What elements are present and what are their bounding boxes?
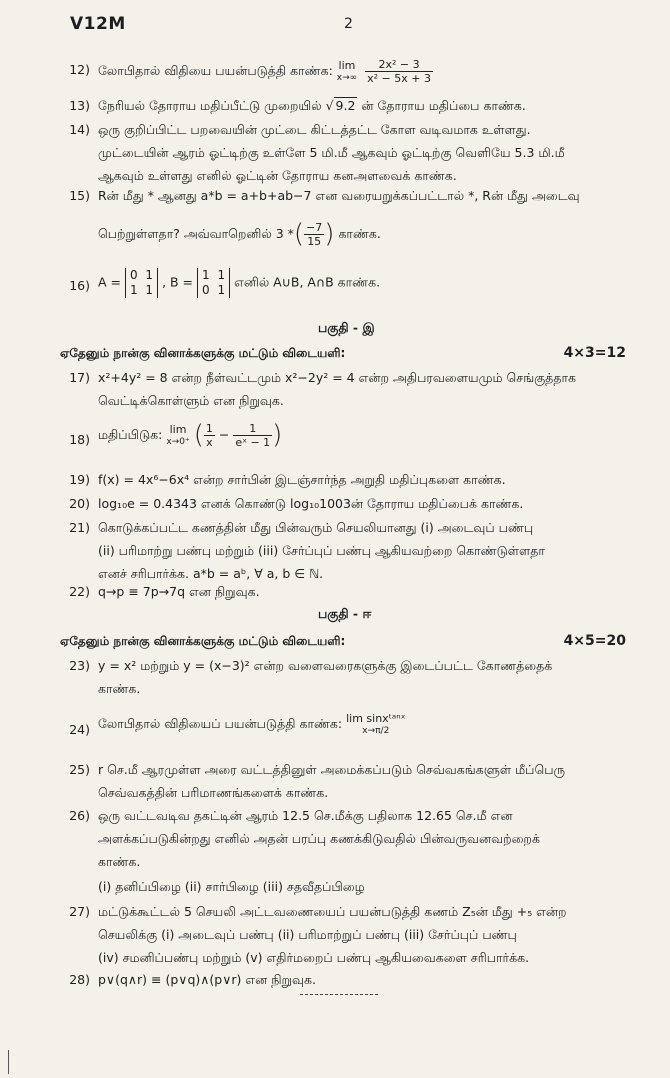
matrix-b: 1 1 0 1	[197, 268, 230, 298]
question-12	[60, 58, 640, 88]
question-16: 16) A = 0 1 1 1 , B = 1 1 0 1 எனில் A∪B, A∩B காண்க.	[69, 268, 381, 297]
question-26: 26) ஒரு வட்டவடிவ தகட்டின் ஆரம் 12.5 செ.மீக்கு பதிலாக 12.65 செ.மீ என அளக்கப்படுகின்றது எனில் அதன் பரப்பு கணக்கிடுவதில் பின்வருவனவற்றைக் காண்க. (i) தனிப்பிழை (ii) சார்பிழை (iii) சதவீதப்பிழை	[69, 808, 540, 894]
question-27: 27) மட்டுக்கூட்டல் 5 செயலி அட்டவணையைப் பயன்படுத்தி கணம் Z₅ன் மீது +₅ என்ற செயலிக்கு (i) அடைவுப் பண்பு (ii) பரிமாற்றுப் பண்பு (iii) சேர்ப்புப் பண்பு (iv) சமனிப்பண்பு மற்றும் (v) எதிர்மறைப் பண்பு ஆகியவைகளை சரிபார்க்க.	[69, 904, 567, 965]
limit: lim x→∞	[336, 58, 358, 83]
question-14: 14) ஒரு குறிப்பிட்ட பறவையின் முட்டை கிட்டத்தட்ட கோள வடிவமாக உள்ளது. முட்டையின் ஆரம் ஓட்டிற்கு உள்ளே 5 மி.மீ ஆகவும் ஓட்டிற்கு வெளியே 5.3 மி.மீ ஆகவும் உள்ளது எனில் ஓட்டின் தோராய கனஅளவைக் காண்க.	[69, 122, 565, 183]
question-23: 23) y = x² மற்றும் y = (x−3)² என்ற வளைவரைகளுக்கு இடைப்பட்ட கோணத்தைக் காண்க.	[69, 658, 553, 696]
section-instruction: ஏதேனும் நான்கு வினாக்களுக்கு மட்டும் விடையளி:	[60, 346, 346, 360]
section-marks: 4×5=20	[563, 633, 626, 649]
limit: lim x→0⁺	[166, 422, 190, 447]
end-divider	[300, 994, 378, 995]
fraction: $\frac{-7}{15}$	[306, 221, 323, 248]
question-text: லோபிதால் விதியை பயன்படுத்தி காண்க:	[98, 63, 333, 78]
page-number: 2	[344, 16, 353, 32]
section-instruction: ஏதேனும் நான்கு வினாக்களுக்கு மட்டும் விடையளி:	[60, 634, 346, 648]
section-marks: 4×3=12	[563, 345, 626, 361]
question-25: 25) r செ.மீ ஆரமுள்ள அரை வட்டத்தினுள் அமைக்கப்படும் செவ்வகங்களுள் மீப்பெரு செவ்வகத்தின் பரிமாணங்களைக் காண்க.	[69, 762, 566, 800]
section-title: பகுதி - ஈ	[318, 606, 372, 621]
section-title: பகுதி - இ	[318, 320, 375, 335]
question-15: 15) Rன் மீது * ஆனது a*b = a+b+ab−7 என வரையறுக்கப்பட்டால் *, Rன் மீது அடைவு பெற்றுள்ளதா? அவ்வாறெனில் 3 *( $\frac{-7}{15}$ ) காண்க.	[69, 188, 580, 249]
matrix-a: 0 1 1 1	[125, 268, 158, 298]
question-21: 21) கொடுக்கப்பட்ட கணத்தின் மீது பின்வரும் செயலியானது (i) அடைவுப் பண்பு (ii) பரிமாற்று பண்பு மற்றும் (iii) சேர்ப்புப் பண்பு ஆகியவற்றை கொண்டுள்ளதா எனச் சரிபார்க்க. a*b = aᵇ, ∀ a, b ∈ ℕ.	[69, 520, 545, 581]
square-root: 9.2	[335, 98, 356, 113]
fraction: $\frac{\text{2x² − 3}}{\text{x² − 5x + 3}}$	[367, 58, 431, 85]
question-24: 24) லோபிதால் விதியைப் பயன்படுத்தி காண்க: lim sinxᵗᵃⁿˣ x→π/2	[69, 711, 406, 737]
question-number: 12)	[69, 62, 90, 77]
limit: lim sinxᵗᵃⁿˣ x→π/2	[346, 711, 406, 736]
question-17: 17) x²+4y² = 8 என்ற நீள்வட்டமும் x²−2y² = 4 என்ற அதிபரவளையமும் செங்குத்தாக வெட்டிக்கொள்ளும் என நிறுவுக.	[69, 370, 576, 408]
margin-mark	[8, 1050, 9, 1074]
paper-code: V12M	[70, 14, 126, 34]
question-18: 18) மதிப்பிடுக: lim x→0⁺ ( $\frac{1}{x}$ − $\frac{1}{\text{eˣ − 1}}$ )	[69, 420, 283, 450]
